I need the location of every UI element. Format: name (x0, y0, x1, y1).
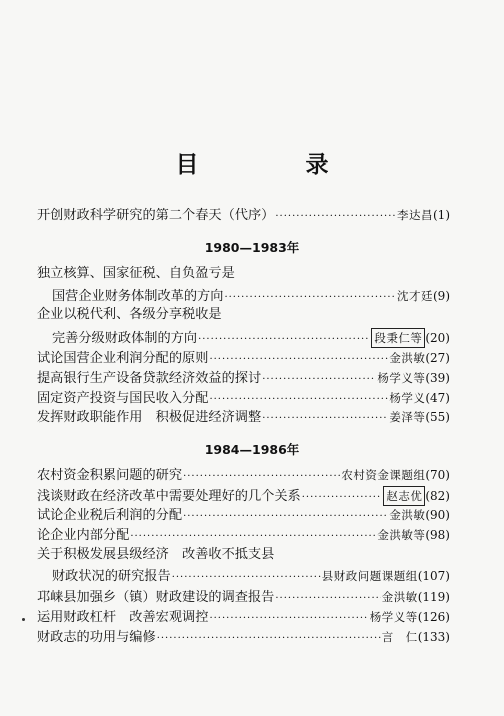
toc-entry (37, 486, 450, 507)
entry-title: 农村资金积累问题的研究 (37, 468, 183, 483)
entry-page: (98) (425, 528, 450, 542)
toc-entry (37, 588, 450, 608)
toc-entry (52, 567, 450, 587)
entry-page: (126) (417, 610, 450, 624)
entry-title: 固定资产投资与国民收入分配 (37, 391, 209, 406)
entry-page: (82) (425, 489, 450, 503)
entry-author: 金洪敏 (381, 590, 418, 604)
entry-title: 提高银行生产设备贷款经济效益的探讨 (37, 371, 262, 386)
entry-page: (39) (425, 371, 450, 385)
leader-dots (130, 528, 376, 546)
toc-entry (37, 408, 450, 428)
entry-author: 杨学义等 (377, 371, 426, 385)
entry-author: 言 仁 (381, 630, 418, 644)
entry-title: 财政志的功用与编修 (37, 630, 156, 645)
toc-entry-preface (37, 206, 450, 226)
entry-page: (9) (433, 289, 450, 303)
entry-author: 段秉仁等 (371, 328, 425, 348)
entry-title: 发挥财政职能作用 积极促进经济调整 (37, 410, 262, 425)
toc-entry (37, 466, 450, 486)
entry-page: (27) (425, 351, 450, 365)
entry-author: 杨学义 (389, 391, 426, 405)
toc-entry (37, 389, 450, 409)
toc-entry (37, 506, 450, 526)
leader-dots (262, 410, 388, 428)
toc-entry (37, 349, 450, 369)
entry-title: 完善分级财政体制的方向 (52, 331, 198, 346)
scan-speck (22, 618, 25, 621)
entry-title: 国营企业财务体制改革的方向 (52, 289, 224, 304)
leader-dots (262, 371, 376, 389)
leader-dots (198, 331, 370, 349)
toc-entry (52, 287, 450, 307)
leader-dots (275, 590, 380, 608)
entry-author: 县财政问题课题组 (321, 569, 418, 583)
entry-title: 开创财政科学研究的第二个春天（代序） (37, 208, 275, 223)
entry-title-line1: 独立核算、国家征税、自负盈亏是 (37, 266, 235, 281)
entry-page: (1) (433, 208, 450, 222)
entry-page: (119) (417, 590, 450, 604)
leader-dots (275, 208, 396, 226)
toc-entry (37, 608, 450, 628)
entry-page: (47) (425, 391, 450, 405)
entry-author: 沈才廷 (397, 289, 433, 303)
section-heading: 1980—1983年 (204, 240, 300, 255)
page-title: 目 录 (175, 151, 371, 178)
leader-dots (172, 569, 321, 587)
entry-page: (20) (425, 331, 450, 345)
entry-author: 金洪敏 (389, 351, 426, 365)
entry-page: (90) (425, 508, 450, 522)
toc-entry (37, 526, 450, 546)
toc-entry (52, 328, 450, 349)
entry-author: 姜泽等 (389, 410, 426, 424)
entry-author: 金洪敏等 (377, 528, 426, 542)
toc-entry (37, 369, 450, 389)
entry-title-line1: 企业以税代利、各级分享税收是 (37, 307, 222, 322)
entry-author: 杨学义等 (369, 610, 418, 624)
leader-dots (224, 289, 396, 307)
entry-title: 试论企业税后利润的分配 (37, 508, 183, 523)
entry-author: 李达昌 (397, 208, 433, 222)
leader-dots (209, 351, 388, 369)
entry-title: 浅谈财政在经济改革中需要处理好的几个关系 (37, 489, 301, 504)
entry-title: 邛崃县加强乡（镇）财政建设的调查报告 (37, 590, 275, 605)
leader-dots (183, 508, 388, 526)
entry-page: (70) (425, 468, 450, 482)
section-heading: 1984—1986年 (204, 442, 300, 457)
entry-page: (55) (425, 410, 450, 424)
entry-title: 财政状况的研究报告 (52, 569, 171, 584)
leader-dots (209, 391, 388, 409)
entry-author: 赵志优 (383, 486, 425, 506)
leader-dots (157, 630, 381, 648)
leader-dots (183, 468, 340, 486)
leader-dots (302, 489, 383, 507)
leader-dots (209, 610, 368, 628)
toc-entry (37, 628, 450, 648)
entry-title: 运用财政杠杆 改善宏观调控 (37, 610, 209, 625)
entry-title: 试论国营企业利润分配的原则 (37, 351, 209, 366)
entry-author: 农村资金课题组 (341, 468, 426, 482)
entry-title: 论企业内部分配 (37, 528, 130, 543)
entry-page: (107) (417, 569, 450, 583)
entry-title-line1: 关于积极发展县级经济 改善收不抵支县 (37, 547, 275, 562)
entry-page: (133) (417, 630, 450, 644)
entry-author: 金洪敏 (389, 508, 426, 522)
